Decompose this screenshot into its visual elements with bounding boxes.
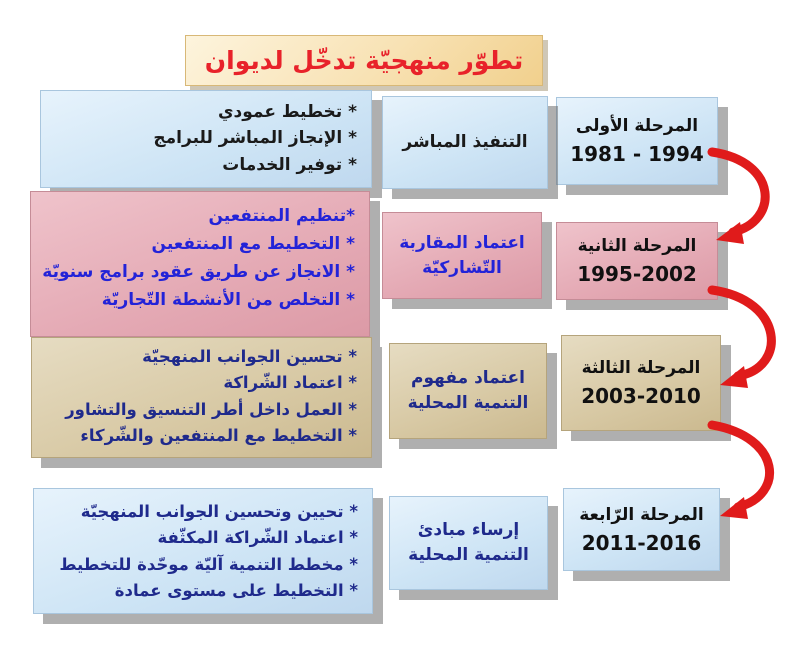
stage-4-name: المرحلة الرّابعة <box>579 504 704 525</box>
stage-2-method-line: التّشاركيّة <box>422 257 502 278</box>
stage-1-method: التنفيذ المباشر <box>402 132 528 153</box>
arrow-stage2-to-stage3 <box>712 290 771 376</box>
stage-2-method-line: اعتماد المقاربة <box>399 232 525 253</box>
stage-4-item: * مخطط التنمية آليّة موحّدة للتخطيط <box>59 554 358 574</box>
diagram-title: تطوّر منهجيّة تدخّل لديوان <box>185 35 543 86</box>
arrow-stage3-to-stage4 <box>712 425 770 507</box>
stage-4-item: * التخطيط على مستوى عمادة <box>114 581 358 601</box>
stage-3-item: * تحسين الجوانب المنهجيّة <box>142 347 357 366</box>
arrow-stage1-to-stage2 <box>712 152 765 232</box>
stage-4-method-line: إرساء مبادئ <box>417 520 520 541</box>
stage-3-item: * اعتماد الشّراكة <box>223 373 357 393</box>
stage-3-item: * العمل داخل أطر التنسيق والتشاور <box>65 399 357 419</box>
stage-3-name: المرحلة الثالثة <box>581 358 701 378</box>
stage-4-method-line: التنمية المحلية <box>408 545 529 565</box>
stage-2-item: *تنظيم المنتفعين <box>208 206 355 226</box>
stage-4-item: * اعتماد الشّراكة المكثّفة <box>157 528 358 548</box>
stage-1-item: * الإنجاز المباشر للبرامج <box>153 128 357 149</box>
stage-3-method-line: التنمية المحلية <box>407 393 529 413</box>
stage-2-item: * الانجاز عن طريق عقود برامج سنويّة <box>42 262 355 283</box>
stage-1-name: المرحلة الأولى <box>575 116 699 136</box>
arrowhead-stage3 <box>720 366 748 388</box>
stage-2-item: * التخلص من الأنشطة التّجاريّة <box>101 290 355 311</box>
stage-2-years: 1995-2002 <box>577 262 697 286</box>
stage-4-years: 2011-2016 <box>581 530 702 555</box>
stage-4-item: * تحيين وتحسين الجوانب المنهجيّة <box>80 502 358 521</box>
stage-1-years: 1981 - 1994 <box>570 142 704 166</box>
arrowhead-stage4 <box>720 497 748 519</box>
stage-3-years: 2003-2010 <box>581 384 701 408</box>
stage-2-name: المرحلة الثانية <box>577 236 697 256</box>
arrowhead-stage2 <box>716 222 744 244</box>
stage-3-item: * التخطيط مع المنتفعين والشّركاء <box>80 426 357 446</box>
stage-1-item: * تخطيط عمودي <box>217 102 357 122</box>
stage-1-item: * توفير الخدمات <box>222 154 357 175</box>
stage-3-method-line: اعتماد مفهوم <box>411 368 525 389</box>
stage-2-item: * التخطيط مع المنتفعين <box>151 234 355 255</box>
